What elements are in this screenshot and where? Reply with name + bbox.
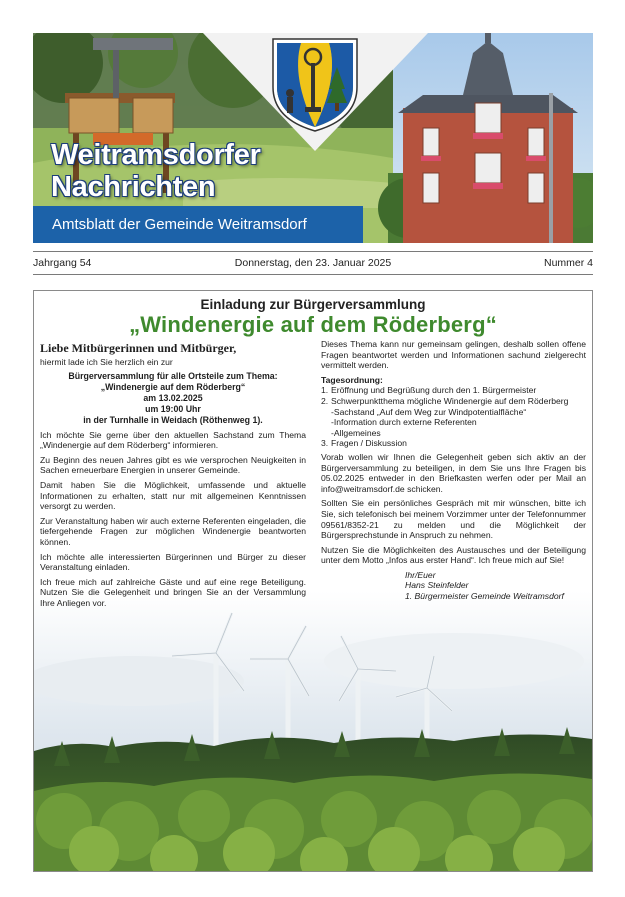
coat-of-arms-emblem bbox=[271, 37, 359, 133]
event-location: in der Turnhalle in Weidach (Röthenweg 1). bbox=[83, 414, 263, 425]
signature-role: 1. Bürgermeister Gemeinde Weitramsdorf bbox=[405, 591, 564, 602]
agenda-text: -Information durch externe Referenten bbox=[331, 417, 477, 428]
agenda-item bbox=[321, 428, 586, 439]
agenda-item bbox=[321, 396, 586, 407]
event-details bbox=[40, 371, 306, 426]
title-line-1: Weitramsdorfer bbox=[51, 139, 261, 171]
paragraph: Zur Veranstaltung haben wir auch externe Referenten eingeladen, die tiefergehende Fragen zur möglichen Windenergie beantworten können. bbox=[40, 515, 306, 547]
agenda-text: -Allgemeines bbox=[331, 427, 381, 438]
event-line-2: „Windenergie auf dem Röderberg“ bbox=[100, 381, 246, 392]
agenda-list bbox=[321, 385, 586, 449]
paragraph: Zu Beginn des neuen Jahres gibt es wie versprochen Neuigkeiten in Sachen erneuerbare Energien in unserer Gemeinde. bbox=[40, 454, 306, 476]
issue-info-bar bbox=[33, 251, 593, 275]
issue-date: Donnerstag, den 23. Januar 2025 bbox=[234, 257, 392, 269]
paragraph: Dieses Thema kann nur gemeinsam gelingen, deshalb sollen offene Fragen beantwortet werden und Informationen sachund zielgerecht vermittelt werden. bbox=[321, 339, 586, 371]
paragraph: Ich möchte Sie gerne über den aktuellen Sachstand zum Thema „Windenergie auf dem Röderberg“ informieren. bbox=[40, 429, 306, 451]
issue-number: Nummer 4 bbox=[543, 257, 593, 269]
agenda-item bbox=[321, 438, 586, 449]
agenda-number: 1. bbox=[321, 385, 329, 396]
paragraph: Damit haben Sie die Möglichkeit, umfassende und aktuelle Informationen zu erhalten, statt nur mit allgemeinen Kenntnissen versorgt zu werden. bbox=[40, 479, 306, 512]
agenda-number: 3. bbox=[321, 438, 329, 449]
newspaper-title bbox=[51, 139, 261, 203]
greeting: Liebe Mitbürgerinnen und Mitbürger, bbox=[40, 341, 237, 355]
paragraph: Vorab wollen wir Ihnen die Gelegenheit geben sich aktiv an der Bürgerversammlung zu beteiligen, in dem Sie uns Ihre Fragen bis 05.02.2025 entweder in den Briefkasten werfen oder per Mail an info@weitramsdorf.de schicken. bbox=[321, 451, 586, 494]
article-headline: „Windenergie auf dem Röderberg“ bbox=[129, 312, 497, 337]
event-time: um 19:00 Uhr bbox=[145, 403, 201, 414]
agenda-item bbox=[321, 417, 586, 428]
agenda-title: Tagesordnung: bbox=[321, 374, 383, 385]
agenda-item bbox=[321, 385, 586, 396]
paragraph: Ich möchte alle interessierten Bürgerinnen und Bürger zu dieser Veranstaltung einladen. bbox=[40, 551, 306, 573]
signature-closing: Ihr/Euer bbox=[405, 569, 436, 580]
article-right-column bbox=[321, 339, 586, 602]
agenda-text: Schwerpunktthema mögliche Windenergie auf dem Röderberg bbox=[331, 395, 569, 406]
agenda-text: -Sachstand „Auf dem Weg zur Windpotentialfläche“ bbox=[331, 406, 527, 417]
agenda-item bbox=[321, 407, 586, 418]
signature bbox=[405, 570, 586, 602]
paragraph: Sollten Sie ein persönliches Gespräch mit mir wünschen, bitte ich Sie, sich telefonisch bei meinem Vorzimmer unter der Telefonnummer 09561/8352-21 zu melden und die Möglichkeit der Bürgersprechstunde in Anspruch zu nehmen. bbox=[321, 498, 586, 541]
agenda-text: Fragen / Diskussion bbox=[331, 438, 407, 449]
subtitle: Amtsblatt der Gemeinde Weitramsdorf bbox=[52, 216, 307, 233]
event-line-1: Bürgerversammlung für alle Ortsteile zum Thema: bbox=[68, 370, 278, 381]
paragraph: Ich freue mich auf zahlreiche Gäste und auf eine rege Beteiligung. Nutzen Sie die Gelegenheit und bringen Sie an der Versammlung Ihre Anliegen vor. bbox=[40, 576, 306, 608]
title-line-2: Nachrichten bbox=[51, 171, 216, 203]
issue-volume: Jahrgang 54 bbox=[33, 257, 92, 269]
article-left-column bbox=[40, 339, 306, 613]
agenda-number: 2. bbox=[321, 395, 329, 406]
masthead bbox=[33, 33, 593, 243]
article-box bbox=[33, 290, 593, 872]
invite-intro: hiermit lade ich Sie herzlich ein zur bbox=[40, 357, 173, 367]
event-date: am 13.02.2025 bbox=[143, 392, 203, 403]
article-kicker: Einladung zur Bürgerversammlung bbox=[200, 297, 426, 312]
agenda-text: Eröffnung und Begrüßung durch den 1. Bürgermeister bbox=[331, 385, 537, 396]
paragraph: Nutzen Sie die Möglichkeiten des Austausches und der Beteiligung unter dem Motto „Infos aus erster Hand“. Ich freue mich auf Sie! bbox=[321, 544, 586, 566]
signature-name: Hans Steinfelder bbox=[405, 580, 469, 591]
